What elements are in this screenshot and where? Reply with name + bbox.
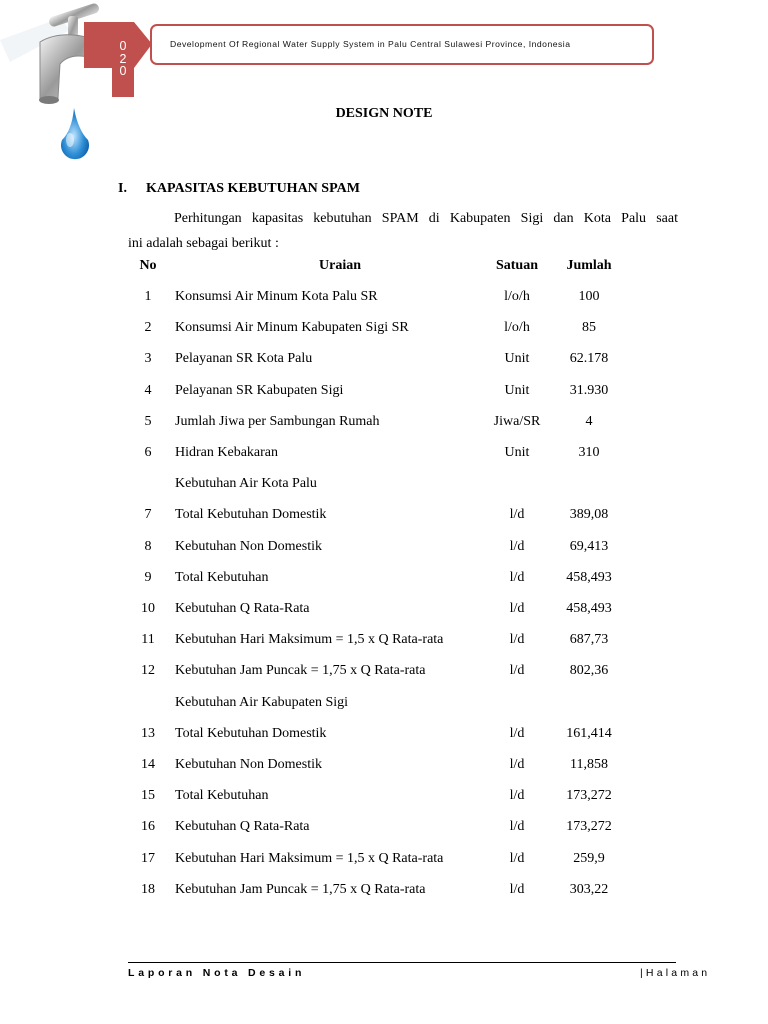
cell-jumlah: 173,272 [566,788,612,803]
table-header-row [128,258,648,278]
cell-no: 10 [141,601,155,616]
table-row [128,851,648,871]
table-group-row [128,695,648,715]
cell-uraian: Konsumsi Air Minum Kabupaten Sigi SR [175,320,409,335]
cell-no: 8 [144,539,152,554]
page-title: DESIGN NOTE [335,106,433,121]
intro-line: ini adalah sebagai berikut : [128,236,279,251]
cell-no: 7 [144,507,152,522]
table-row [128,882,648,902]
header-box [150,24,654,65]
cell-jumlah: 310 [578,445,600,460]
cell-satuan: l/d [509,757,525,772]
cell-uraian: Kebutuhan Hari Maksimum = 1,5 x Q Rata-rata [175,632,444,647]
cell-satuan: Unit [504,351,530,366]
cell-no: 16 [141,819,155,834]
cell-uraian: Kebutuhan Jam Puncak = 1,75 x Q Rata-rata [175,882,426,897]
column-header-satuan: Satuan [495,258,539,273]
year-digit: 0 [119,64,127,78]
section-number: I. [118,181,127,196]
table-row [128,507,648,527]
table-row [128,383,648,403]
cell-jumlah: 802,36 [569,663,609,678]
cell-no: 3 [144,351,152,366]
footer-divider [128,962,676,963]
cell-uraian: Kebutuhan Air Kabupaten Sigi [175,695,349,710]
cell-no: 15 [141,788,155,803]
table-row [128,819,648,839]
cell-jumlah: 161,414 [566,726,612,741]
column-header-no: No [139,258,157,273]
cell-satuan: l/o/h [504,289,530,304]
cell-uraian: Pelayanan SR Kabupaten Sigi [175,383,344,398]
table-group-row [128,476,648,496]
cell-jumlah: 303,22 [569,882,609,897]
cell-no: 12 [141,663,155,678]
cell-satuan: l/d [509,601,525,616]
table-row [128,663,648,683]
cell-satuan: Jiwa/SR [493,414,541,429]
intro-line: Perhitungan kapasitas kebutuhan SPAM di Kabupaten Sigi dan Kota Palu saat [174,211,678,226]
cell-satuan: l/d [509,851,525,866]
table-row [128,757,648,777]
cell-jumlah: 458,493 [566,570,612,585]
cell-satuan: l/d [509,788,525,803]
table-row [128,289,648,309]
cell-jumlah: 85 [582,320,596,335]
cell-jumlah: 69,413 [569,539,609,554]
cell-jumlah: 11,858 [570,757,608,772]
cell-jumlah: 173,272 [566,819,612,834]
cell-uraian: Hidran Kebakaran [175,445,279,460]
cell-uraian: Pelayanan SR Kota Palu [175,351,313,366]
cell-uraian: Kebutuhan Jam Puncak = 1,75 x Q Rata-rata [175,663,426,678]
cell-no: 6 [144,445,152,460]
cell-satuan: l/d [509,663,525,678]
footer-report-name: Laporan Nota Desain [128,967,306,979]
table-row [128,320,648,340]
cell-jumlah: 31.930 [569,383,609,398]
cell-satuan: Unit [504,445,530,460]
cell-uraian: Total Kebutuhan Domestik [175,507,327,522]
year-digit: 2 [119,51,127,66]
cell-satuan: l/d [509,539,525,554]
cell-jumlah: 62.178 [569,351,609,366]
cell-no: 11 [141,632,155,647]
table-row [128,726,648,746]
cell-satuan: l/d [509,507,525,522]
cell-satuan: l/d [509,570,525,585]
cell-satuan: l/o/h [504,320,530,335]
cell-jumlah: 4 [585,414,593,429]
cell-no: 9 [144,570,152,585]
cell-no: 13 [141,726,155,741]
cell-uraian: Kebutuhan Hari Maksimum = 1,5 x Q Rata-rata [175,851,444,866]
cell-no: 4 [144,383,152,398]
cell-jumlah: 389,08 [569,507,609,522]
cell-uraian: Kebutuhan Q Rata-Rata [175,819,310,834]
table-row [128,601,648,621]
header-title: Development Of Regional Water Supply System in Palu Central Sulawesi Province, Indonesia [170,39,571,49]
column-header-uraian: Uraian [319,258,361,273]
table-row [128,445,648,465]
cell-uraian: Kebutuhan Air Kota Palu [175,476,317,491]
cell-no: 5 [144,414,152,429]
intro-paragraph [128,206,678,256]
year-digits [112,40,134,78]
cell-jumlah: 687,73 [569,632,609,647]
cell-jumlah: 100 [578,289,600,304]
cell-satuan: Unit [504,383,530,398]
section-heading [118,181,360,197]
table-row [128,632,648,652]
cell-uraian: Kebutuhan Non Domestik [175,757,322,772]
cell-uraian: Konsumsi Air Minum Kota Palu SR [175,289,378,304]
cell-uraian: Total Kebutuhan [175,788,269,803]
table-row [128,351,648,371]
cell-no: 14 [141,757,155,772]
table-row [128,570,648,590]
year-digit: 0 [119,39,127,53]
cell-jumlah: 259,9 [573,851,605,866]
cell-no: 2 [144,320,152,335]
cell-satuan: l/d [509,882,525,897]
cell-uraian: Kebutuhan Q Rata-Rata [175,601,310,616]
table-row [128,539,648,559]
cell-satuan: l/d [509,819,525,834]
cell-satuan: l/d [509,726,525,741]
cell-uraian: Total Kebutuhan [175,570,269,585]
footer-page-label: |Halaman [640,967,711,979]
cell-no: 17 [141,851,155,866]
cell-satuan: l/d [509,632,525,647]
table-row [128,788,648,808]
cell-uraian: Kebutuhan Non Domestik [175,539,322,554]
section-title: KAPASITAS KEBUTUHAN SPAM [146,181,360,196]
cell-uraian: Jumlah Jiwa per Sambungan Rumah [175,414,380,429]
cell-no: 18 [141,882,155,897]
column-header-jumlah: Jumlah [566,258,612,273]
table-row [128,414,648,434]
cell-no: 1 [144,289,152,304]
cell-jumlah: 458,493 [566,601,612,616]
cell-uraian: Total Kebutuhan Domestik [175,726,327,741]
